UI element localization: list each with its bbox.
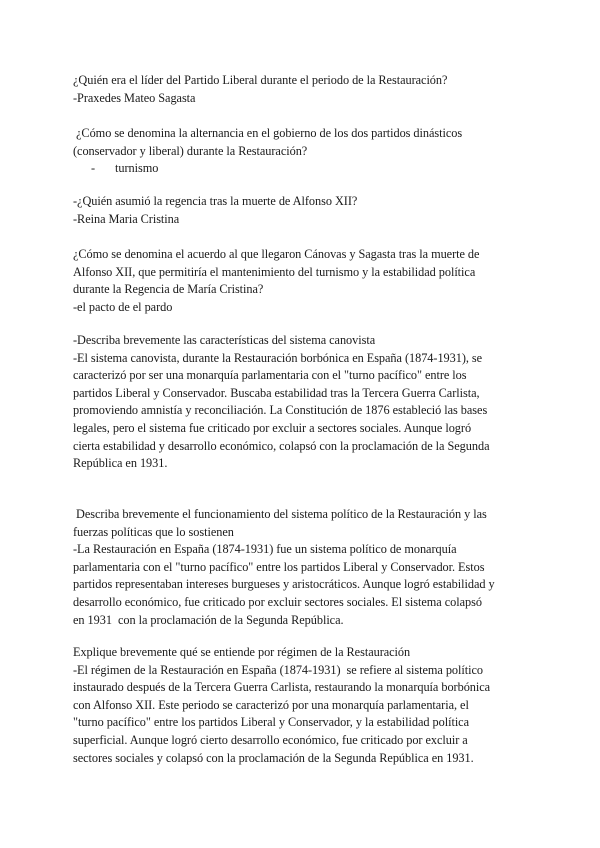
answer-line: partidos Liberal y Conservador. Buscaba estabilidad tras la Tercera Guerra Carlista, [73,385,480,400]
qa-block-6 [73,506,535,629]
qa-block-4 [73,246,535,316]
question-line: (conservador y liberal) durante la Restauración? [73,143,308,158]
answer-text: turnismo [115,161,159,176]
question-text: -¿Quién asumió la regencia tras la muerte de Alfonso XII? [73,194,358,208]
answer-line: superficial. Aunque logró cierto desarrollo económico, fue criticado por excluir a [73,732,468,747]
qa-block-5 [73,332,535,473]
qa-block-1 [73,72,535,107]
question-text: ¿Quién era el líder del Partido Liberal durante el periodo de la Restauración? [73,73,448,87]
question-line: Alfonso XII, que permitiría el mantenimiento del turnismo y la estabilidad política [73,264,476,279]
answer-line: partidos representaban intereses burgueses y aristocráticos. Aunque logró estabilidad y [73,577,495,592]
answer-text: -Praxedes Mateo Sagasta [73,90,196,105]
answer-text: -Reina Maria Cristina [73,211,180,226]
question-line: durante la Regencia de María Cristina? [73,282,264,297]
answer-line: instaurado después de la Tercera Guerra Carlista, restaurando la monarquía borbónica [73,680,491,695]
bullet-dash: - [91,161,96,176]
answer-line: caracterizó por ser una monarquía parlamentaria con el "turno pacífico" entre los [73,368,467,383]
answer-text: -el pacto de el pardo [73,299,173,314]
answer-line: parlamentaria con el "turno pacífico" entre los partidos Liberal y Conservador. Estos [73,559,485,574]
answer-line: sectores sociales y colapsó con la proclamación de la Segunda República en 1931. [73,750,474,765]
qa-block-2 [73,125,535,178]
answer-line: -El sistema canovista, durante la Restauración borbónica en España (1874-1931), se [73,350,483,365]
answer-line: desarrollo económico, fue criticado por excluir sectores sociales. El sistema colapsó [73,594,482,609]
question-line: ¿Cómo se denomina el acuerdo al que llegaron Cánovas y Sagasta tras la muerte de [73,247,480,261]
answer-line: -La Restauración en España (1874-1931) fue un sistema político de monarquía [73,542,457,557]
answer-line: República en 1931. [73,456,168,471]
answer-line: -El régimen de la Restauración en España (1874-1931) se refiere al sistema político [73,662,483,677]
question-line: fuerzas políticas que lo sostienen [73,524,234,539]
qa-block-3 [73,193,535,228]
answer-line: legales, pero el sistema fue criticado por excluir a sectores sociales. Aunque logró [73,420,472,435]
answer-line: con Alfonso XII. Este periodo se caracterizó por una monarquía parlamentaria, el [73,697,469,712]
answer-line: en 1931 con la proclamación de la Segunda República. [73,612,344,627]
answer-line: "turno pacífico" entre los partidos Liberal y Conservador, y la estabilidad política [73,715,469,730]
answer-line: cierta estabilidad y desarrollo económico, colapsó con la proclamación de la Segunda [73,438,490,453]
qa-block-7 [73,644,535,767]
question-text: -Describa brevemente las características del sistema canovista [73,333,376,347]
answer-line: promoviendo amnistía y reconciliación. La Constitución de 1876 estableció las bases [73,403,488,418]
bullet-item [73,160,535,178]
question-line: Describa brevemente el funcionamiento del sistema político de la Restauración y las [73,507,487,521]
question-line: ¿Cómo se denomina la alternancia en el gobierno de los dos partidos dinásticos [73,126,463,140]
question-text: Explique brevemente qué se entiende por régimen de la Restauración [73,645,411,659]
